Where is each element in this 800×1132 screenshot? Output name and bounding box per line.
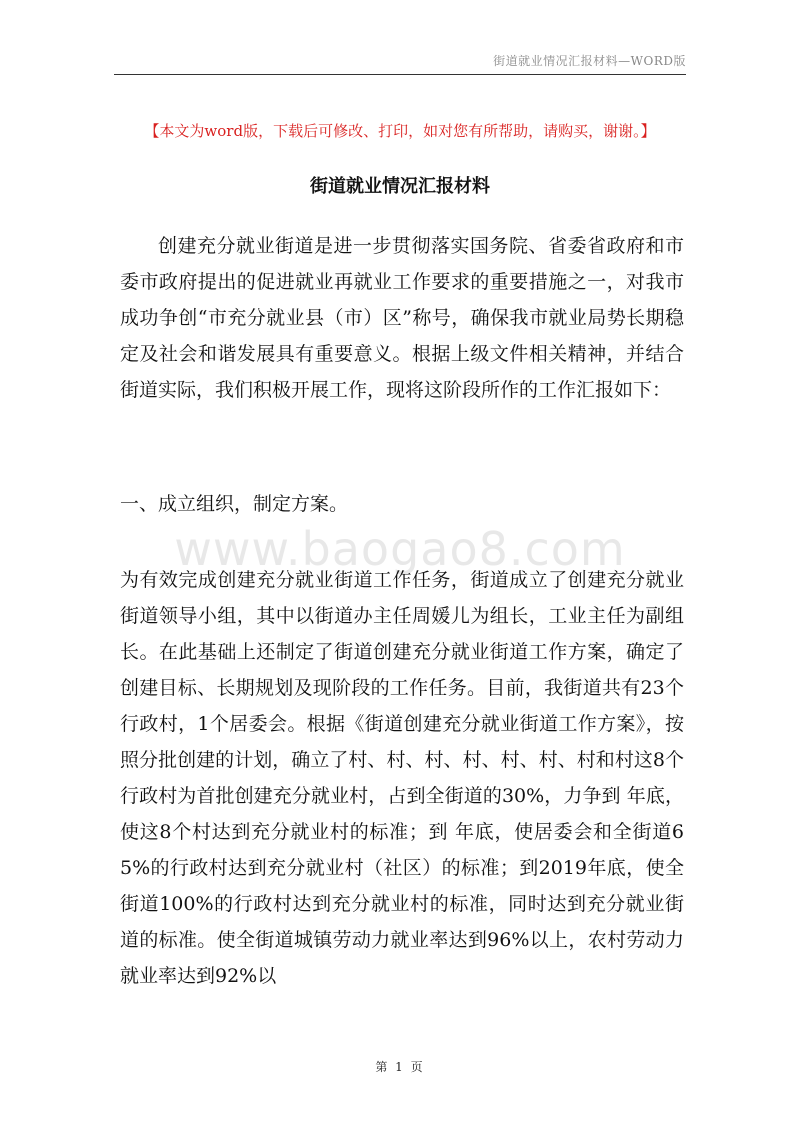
purchase-notice: 【本文为word版，下载后可修改、打印，如对您有所帮助，请购买，谢谢。】 [144, 122, 656, 140]
watermark: www.baogao8.com [174, 522, 626, 576]
document-title: 街道就业情况汇报材料 [310, 176, 490, 197]
page-number: 第 1 页 [375, 1060, 425, 1074]
header-divider [114, 74, 686, 75]
running-header: 街道就业情况汇报材料—WORD版 [493, 54, 686, 68]
section-body-paragraph: 为有效完成创建充分就业街道工作任务，街道成立了创建充分就业街道领导小组，其中以街道办主任周媛儿为组长，工业主任为副组长。在此基础上还制定了街道创建充分就业街道工作方案，确定了创建目标、长期规划及现阶段的工作任务。目前，我街道共有23个行政村，1个居委会。根据《街道创建充分就业街道工作方案》，按照分批创建的计划，确立了村、村、村、村、村、村、村和村这8个行政村为首批创建充分就业村，占到全街道的30%，力争到 年底，使这8个村达到充分就业村的标准；到 年底，使居委会和全街道65%的行政村达到充分就业村（社区）的标准；到2019年底，使全街道100%的行政村达到充分就业村的标准，同时达到充分就业街道的标准。使全街道城镇劳动力就业率达到96%以上，农村劳动力就业率达到92%以 [120, 569, 684, 987]
intro-paragraph: 创建充分就业街道是进一步贯彻落实国务院、省委省政府和市委市政府提出的促进就业再就业工作要求的重要措施之一，对我市成功争创“市充分就业县（市）区”称号，确保我市就业局势长期稳定及社会和谐发展具有重要意义。根据上级文件相关精神，并结合街道实际，我们积极开展工作，现将这阶段所作的工作汇报如下： [120, 235, 684, 401]
section-heading: 一、成立组织，制定方案。 [120, 493, 349, 515]
